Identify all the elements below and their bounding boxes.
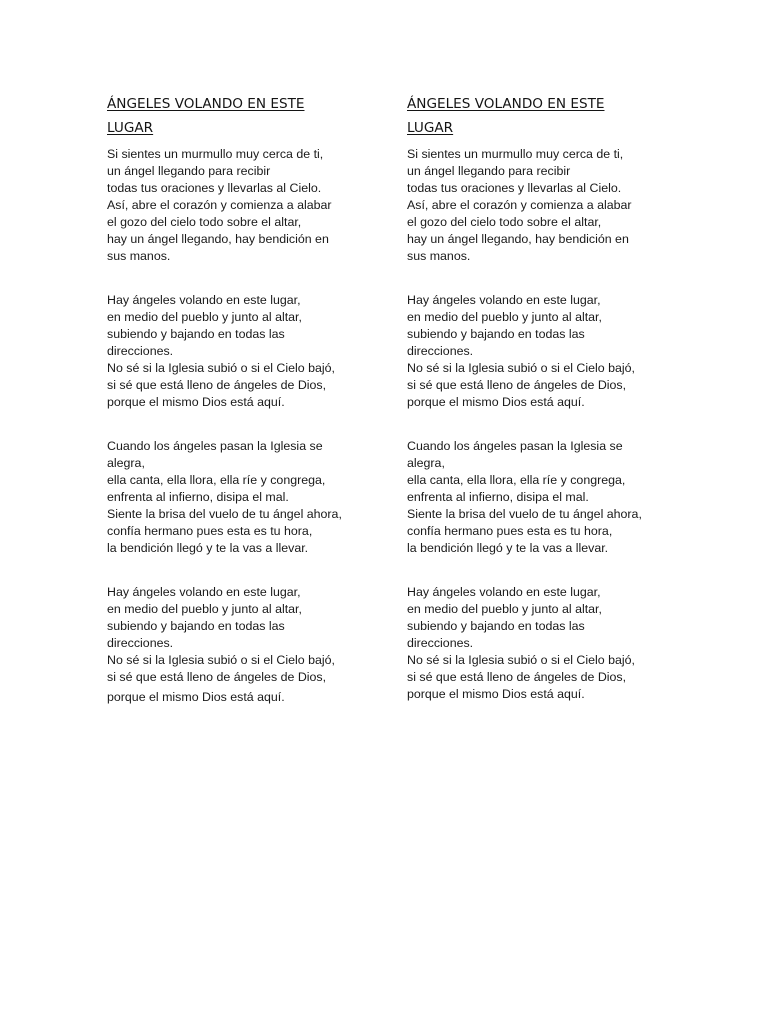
lyric-line: hay un ángel llegando, hay bendición en: [407, 232, 629, 246]
lyric-line: ella canta, ella llora, ella ríe y congrega,: [407, 473, 626, 487]
song-title-line-2: LUGAR: [407, 120, 454, 136]
lyric-line: enfrenta al infierno, disipa el mal.: [107, 490, 289, 504]
lyric-line: Hay ángeles volando en este lugar,: [407, 585, 601, 599]
lyric-line: Hay ángeles volando en este lugar,: [107, 293, 301, 307]
lyric-line: No sé si la Iglesia subió o si el Cielo bajó,: [107, 653, 335, 667]
lyric-line: Cuando los ángeles pasan la Iglesia se: [107, 439, 323, 453]
lyric-line: alegra,: [107, 456, 145, 470]
lyric-line: porque el mismo Dios está aquí.: [407, 395, 585, 409]
lyric-line: Siente la brisa del vuelo de tu ángel ahora,: [407, 507, 642, 521]
lyric-line: No sé si la Iglesia subió o si el Cielo bajó,: [407, 653, 635, 667]
lyric-line: sus manos.: [107, 249, 171, 263]
lyric-line: confía hermano pues esta es tu hora,: [407, 524, 613, 538]
lyric-line: porque el mismo Dios está aquí.: [407, 687, 585, 701]
lyric-line: en medio del pueblo y junto al altar,: [107, 310, 302, 324]
lyric-line: en medio del pueblo y junto al altar,: [407, 310, 602, 324]
lyric-line: Así, abre el corazón y comienza a alabar: [107, 198, 332, 212]
lyric-line: hay un ángel llegando, hay bendición en: [107, 232, 329, 246]
lyric-line: No sé si la Iglesia subió o si el Cielo bajó,: [107, 361, 335, 375]
stanza-2: [407, 292, 677, 411]
lyric-line: el gozo del cielo todo sobre el altar,: [107, 215, 302, 229]
stanza-3: [107, 438, 377, 557]
lyric-line: subiendo y bajando en todas las: [407, 327, 585, 341]
lyric-line: si sé que está lleno de ángeles de Dios,: [407, 378, 627, 392]
lyric-line: porque el mismo Dios está aquí.: [107, 395, 285, 409]
song-title-line-2: LUGAR: [107, 120, 154, 136]
lyric-line: todas tus oraciones y llevarlas al Cielo.: [107, 181, 322, 195]
lyric-line: confía hermano pues esta es tu hora,: [107, 524, 313, 538]
stanza-4: [107, 584, 377, 706]
lyric-line: subiendo y bajando en todas las: [107, 327, 285, 341]
stanza-1: [407, 146, 677, 265]
lyrics-column-right: [407, 92, 677, 730]
song-title: [407, 92, 677, 140]
lyric-line: si sé que está lleno de ángeles de Dios,: [107, 670, 327, 684]
lyric-line: un ángel llegando para recibir: [407, 164, 571, 178]
lyric-line: porque el mismo Dios está aquí.: [107, 690, 285, 704]
lyric-line: la bendición llegó y te la vas a llevar.: [407, 541, 609, 555]
lyric-line: la bendición llegó y te la vas a llevar.: [107, 541, 309, 555]
lyric-line: Hay ángeles volando en este lugar,: [107, 585, 301, 599]
lyric-line: sus manos.: [407, 249, 471, 263]
stanza-4: [407, 584, 677, 703]
stanza-3: [407, 438, 677, 557]
lyric-line: si sé que está lleno de ángeles de Dios,: [107, 378, 327, 392]
lyric-line: Hay ángeles volando en este lugar,: [407, 293, 601, 307]
lyric-line: ella canta, ella llora, ella ríe y congrega,: [107, 473, 326, 487]
song-title-line-1: ÁNGELES VOLANDO EN ESTE: [107, 96, 305, 112]
song-title-line-1: ÁNGELES VOLANDO EN ESTE: [407, 96, 605, 112]
lyric-line: en medio del pueblo y junto al altar,: [107, 602, 302, 616]
lyric-line: en medio del pueblo y junto al altar,: [407, 602, 602, 616]
lyrics-column-left: [107, 92, 377, 733]
stanza-2: [107, 292, 377, 411]
lyric-line: direcciones.: [107, 636, 174, 650]
lyric-line: Si sientes un murmullo muy cerca de ti,: [107, 147, 324, 161]
stanza-1: [107, 146, 377, 265]
lyric-line: No sé si la Iglesia subió o si el Cielo bajó,: [407, 361, 635, 375]
lyric-line: subiendo y bajando en todas las: [407, 619, 585, 633]
lyric-line: Así, abre el corazón y comienza a alabar: [407, 198, 632, 212]
lyric-line: si sé que está lleno de ángeles de Dios,: [407, 670, 627, 684]
lyric-line: direcciones.: [107, 344, 174, 358]
lyric-line: un ángel llegando para recibir: [107, 164, 271, 178]
lyric-line: direcciones.: [407, 344, 474, 358]
lyric-line: Si sientes un murmullo muy cerca de ti,: [407, 147, 624, 161]
lyric-line: enfrenta al infierno, disipa el mal.: [407, 490, 589, 504]
lyric-line: alegra,: [407, 456, 445, 470]
lyric-line: direcciones.: [407, 636, 474, 650]
lyric-line: subiendo y bajando en todas las: [107, 619, 285, 633]
lyric-line: Cuando los ángeles pasan la Iglesia se: [407, 439, 623, 453]
lyric-line: el gozo del cielo todo sobre el altar,: [407, 215, 602, 229]
song-title: [107, 92, 377, 140]
lyric-line: Siente la brisa del vuelo de tu ángel ahora,: [107, 507, 342, 521]
lyric-line: todas tus oraciones y llevarlas al Cielo.: [407, 181, 622, 195]
